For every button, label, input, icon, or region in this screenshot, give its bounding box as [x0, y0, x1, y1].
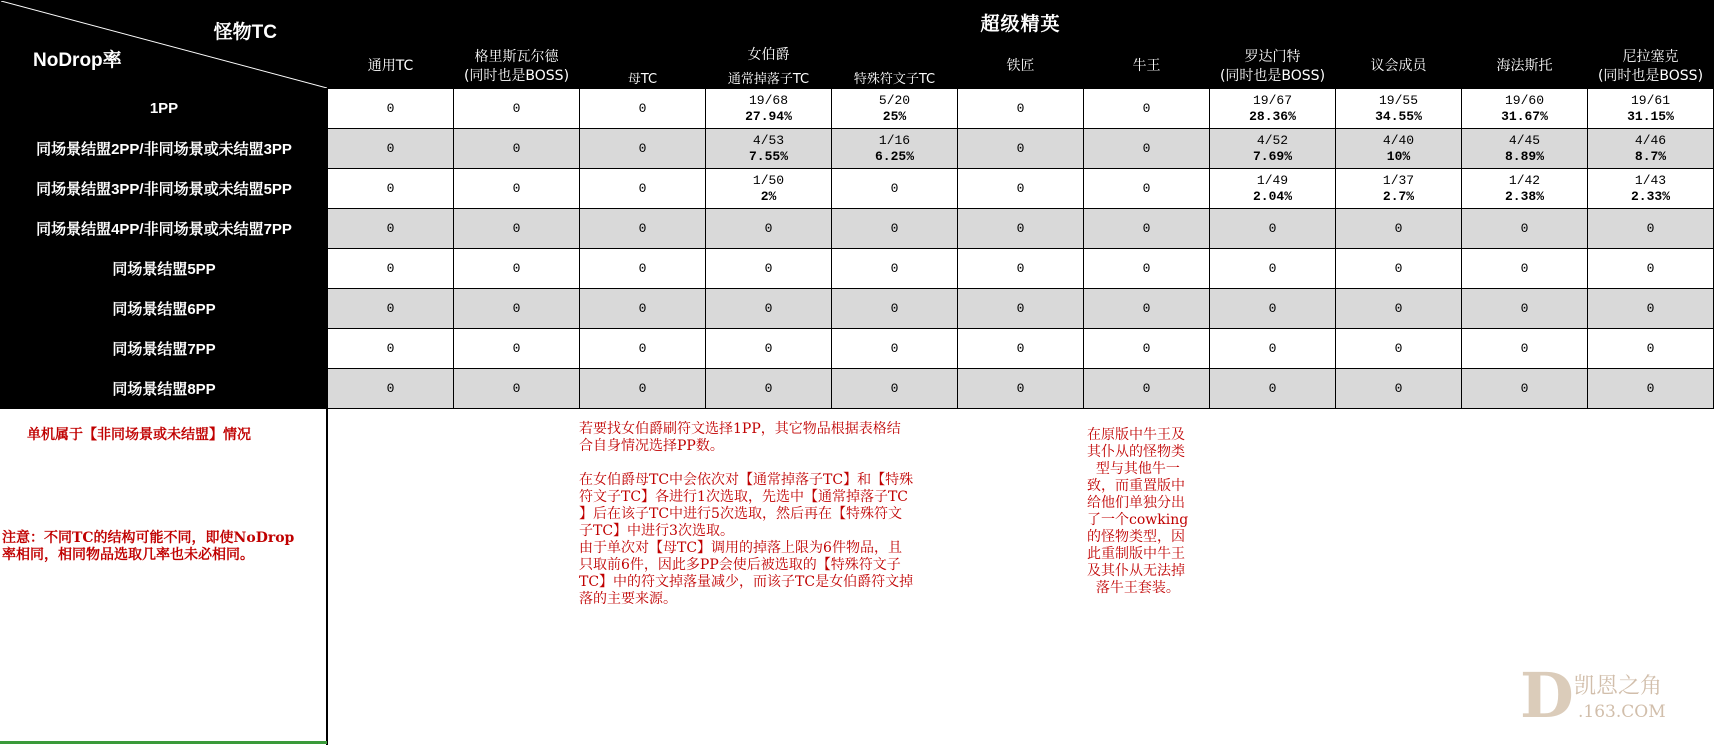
table-row [1, 209, 1714, 249]
col-header-countess: 女伯爵 [580, 45, 958, 67]
cell-value: 0 [638, 260, 647, 276]
table-cell [832, 169, 958, 209]
table-cell [1336, 209, 1462, 249]
table-cell [580, 89, 706, 129]
cell-value: 0 [890, 260, 899, 276]
cell-value: 0 [512, 100, 521, 116]
table-cell [832, 249, 958, 289]
cell-value: 0 [1520, 220, 1529, 236]
table-row [1, 329, 1714, 369]
table-cell [1084, 249, 1210, 289]
cell-value: 0 [1394, 260, 1403, 276]
cell-value: 1/16 [878, 132, 911, 148]
cell-value: 0 [386, 260, 395, 276]
cell-value: 0 [1016, 300, 1025, 316]
cell-value: 0 [386, 300, 395, 316]
table-cell [1336, 329, 1462, 369]
table-cell [1084, 89, 1210, 129]
table-cell [832, 329, 958, 369]
cell-value: 0 [1646, 380, 1655, 396]
table-cell [1084, 129, 1210, 169]
cell-value: 19/55 [1378, 92, 1418, 108]
cell-value: 19/60 [1504, 92, 1544, 108]
cell-percent: 2% [760, 188, 777, 204]
table-cell [580, 329, 706, 369]
table-cell [958, 129, 1084, 169]
table-cell [706, 289, 832, 329]
table-cell [1588, 369, 1714, 409]
col-header-generic: 通用TC [328, 45, 454, 89]
cell-value: 0 [1520, 260, 1529, 276]
row-label: 同场景结盟6PP [1, 289, 328, 329]
cell-value: 0 [512, 140, 521, 156]
cell-value: 0 [1016, 100, 1025, 116]
cell-percent: 2.38% [1504, 188, 1544, 204]
row-label: 同场景结盟2PP/非同场景或未结盟3PP [1, 129, 328, 169]
cell-value: 0 [1142, 140, 1151, 156]
table-cell [1462, 249, 1588, 289]
table-cell [832, 89, 958, 129]
cell-value: 1/43 [1634, 172, 1667, 188]
cell-value: 1/49 [1256, 172, 1289, 188]
cell-percent: 28.36% [1249, 108, 1296, 124]
table-cell [1336, 249, 1462, 289]
table-cell [958, 329, 1084, 369]
cell-value: 0 [1520, 340, 1529, 356]
table-cell [1210, 129, 1336, 169]
table-cell [1588, 289, 1714, 329]
cell-percent: 6.25% [874, 148, 914, 164]
cell-value: 0 [512, 380, 521, 396]
table-cell [1084, 209, 1210, 249]
table-cell [1084, 369, 1210, 409]
cell-value: 4/40 [1382, 132, 1415, 148]
table-cell [958, 169, 1084, 209]
subcol-header-rune-tc: 特殊符文子TC [832, 67, 958, 89]
cell-value: 0 [1142, 380, 1151, 396]
table-cell [706, 169, 832, 209]
watermark-letter: D [1520, 659, 1574, 732]
cell-value: 1/50 [752, 172, 785, 188]
table-cell [580, 289, 706, 329]
cell-value: 0 [638, 100, 647, 116]
table-row [1, 169, 1714, 209]
table-row [1, 89, 1714, 129]
cell-value: 0 [1394, 380, 1403, 396]
cell-value: 19/67 [1252, 92, 1292, 108]
row-label: 同场景结盟3PP/非同场景或未结盟5PP [1, 169, 328, 209]
note-warning: 注意：不同TC的结构可能不同，即使NoDrop 率相同，相同物品选取几率也未必相同。 [2, 530, 295, 563]
row-label: 1PP [1, 89, 328, 129]
corner-header [1, 1, 328, 89]
cell-value: 0 [386, 340, 395, 356]
table-cell [1462, 89, 1588, 129]
col-header-council: 议会成员 [1336, 45, 1462, 89]
cell-value: 0 [386, 220, 395, 236]
cell-value: 0 [890, 380, 899, 396]
cell-value: 0 [638, 220, 647, 236]
cell-value: 0 [1016, 180, 1025, 196]
cell-value: 0 [1016, 340, 1025, 356]
cell-value: 0 [638, 180, 647, 196]
cell-value: 4/45 [1508, 132, 1541, 148]
table-cell [1588, 329, 1714, 369]
table-cell [706, 89, 832, 129]
cell-value: 0 [764, 220, 773, 236]
table-row [1, 129, 1714, 169]
cell-value: 0 [638, 340, 647, 356]
cell-value: 0 [1142, 300, 1151, 316]
corner-bottom-label: NoDrop率 [33, 50, 122, 71]
cell-value: 0 [1394, 300, 1403, 316]
cell-percent: 10% [1386, 148, 1411, 164]
cell-value: 0 [1268, 340, 1277, 356]
cell-value: 0 [1268, 380, 1277, 396]
row-label: 同场景结盟7PP [1, 329, 328, 369]
cell-value: 0 [890, 300, 899, 316]
cell-value: 0 [1142, 260, 1151, 276]
table-cell [1210, 249, 1336, 289]
cell-value: 0 [1646, 340, 1655, 356]
table-cell [1336, 169, 1462, 209]
cell-percent: 31.67% [1501, 108, 1548, 124]
col-header-smith: 铁匠 [958, 45, 1084, 89]
cell-value: 0 [386, 100, 395, 116]
table-cell [958, 89, 1084, 129]
cell-value: 0 [1520, 300, 1529, 316]
table-cell [328, 289, 454, 329]
cell-value: 0 [1646, 300, 1655, 316]
table-cell [454, 329, 580, 369]
table-cell [1210, 89, 1336, 129]
table-cell [1336, 289, 1462, 329]
note-cow-king: 在原版中牛王及 其仆从的怪物类 型与其他牛一 致，而重置版中 给他们单独分出 了一个cowking 的怪物类型，因 此重制版中牛王 及其仆从无法掉 落牛王套装。 [1087, 427, 1189, 596]
table-cell [1210, 209, 1336, 249]
cell-value: 0 [512, 300, 521, 316]
table-cell [1588, 249, 1714, 289]
table-cell [454, 129, 580, 169]
cell-value: 1/42 [1508, 172, 1541, 188]
table-cell [454, 169, 580, 209]
table-cell [1084, 169, 1210, 209]
table-cell [706, 369, 832, 409]
cell-value: 0 [638, 140, 647, 156]
col-header-nihlathak: 尼拉塞克 (同时也是BOSS) [1588, 45, 1714, 89]
table-cell [1462, 209, 1588, 249]
cell-value: 0 [1520, 380, 1529, 396]
table-cell [1336, 89, 1462, 129]
table-cell [1588, 129, 1714, 169]
cell-percent: 7.69% [1252, 148, 1292, 164]
cell-value: 4/53 [752, 132, 785, 148]
table-cell [1210, 369, 1336, 409]
table-cell [1588, 209, 1714, 249]
cell-value: 19/61 [1630, 92, 1670, 108]
table-cell [454, 249, 580, 289]
table-row [1, 249, 1714, 289]
cell-percent: 8.7% [1634, 148, 1667, 164]
bottom-border-line [0, 741, 327, 744]
table-cell [1462, 369, 1588, 409]
table-cell [958, 249, 1084, 289]
table-cell [580, 129, 706, 169]
subcol-header-normal-drop-tc: 通常掉落子TC [706, 67, 832, 89]
cell-value: 0 [1394, 220, 1403, 236]
table-cell [1588, 89, 1714, 129]
table-cell [328, 89, 454, 129]
table-cell [580, 249, 706, 289]
group-title: 超级精英 [328, 1, 1714, 45]
cell-percent: 27.94% [745, 108, 792, 124]
cell-value: 0 [638, 300, 647, 316]
corner-top-label: 怪物TC [213, 22, 277, 43]
cell-value: 0 [890, 180, 899, 196]
table-cell [1210, 329, 1336, 369]
table-cell [706, 129, 832, 169]
table-cell [706, 249, 832, 289]
table-cell [1462, 169, 1588, 209]
cell-value: 0 [512, 340, 521, 356]
table-cell [1084, 329, 1210, 369]
cell-value: 4/46 [1634, 132, 1667, 148]
table-cell [1336, 129, 1462, 169]
cell-percent: 2.33% [1630, 188, 1670, 204]
table-cell [832, 209, 958, 249]
cell-percent: 2.04% [1252, 188, 1292, 204]
cell-value: 0 [638, 380, 647, 396]
cell-value: 0 [386, 380, 395, 396]
table-cell [1462, 329, 1588, 369]
table-cell [1084, 289, 1210, 329]
table-cell [1588, 169, 1714, 209]
table-cell [328, 329, 454, 369]
cell-value: 0 [1268, 220, 1277, 236]
table-cell [706, 329, 832, 369]
table-cell [328, 169, 454, 209]
table-cell [958, 289, 1084, 329]
table-cell [454, 89, 580, 129]
table-cell [580, 209, 706, 249]
table-cell [580, 169, 706, 209]
table-cell [328, 369, 454, 409]
cell-value: 0 [890, 220, 899, 236]
cell-value: 0 [512, 220, 521, 236]
table-cell [832, 369, 958, 409]
table-cell [328, 209, 454, 249]
table-cell [328, 249, 454, 289]
cell-value: 0 [1142, 220, 1151, 236]
cell-value: 0 [512, 180, 521, 196]
cell-value: 1/37 [1382, 172, 1415, 188]
table-cell [580, 369, 706, 409]
watermark-site: 凯恩之角 [1574, 674, 1663, 699]
cell-percent: 34.55% [1375, 108, 1422, 124]
cell-value: 0 [512, 260, 521, 276]
table-cell [328, 129, 454, 169]
cell-value: 0 [764, 340, 773, 356]
table-cell [454, 289, 580, 329]
cell-value: 0 [890, 340, 899, 356]
col-header-cow-king: 牛王 [1084, 45, 1210, 89]
cell-value: 0 [1268, 300, 1277, 316]
table-cell [832, 289, 958, 329]
table-cell [1336, 369, 1462, 409]
cell-value: 0 [1646, 260, 1655, 276]
row-label: 同场景结盟5PP [1, 249, 328, 289]
col-header-hephasto: 海法斯托 [1462, 45, 1588, 89]
watermark-domain: .163.COM [1578, 702, 1666, 722]
sheet-border-line [326, 407, 328, 745]
table-cell [1462, 289, 1588, 329]
cell-value: 0 [764, 260, 773, 276]
cell-value: 0 [1394, 340, 1403, 356]
row-label: 同场景结盟4PP/非同场景或未结盟7PP [1, 209, 328, 249]
cell-value: 5/20 [878, 92, 911, 108]
cell-value: 0 [1646, 220, 1655, 236]
cell-value: 0 [1016, 220, 1025, 236]
cell-percent: 8.89% [1504, 148, 1544, 164]
note-countess: 若要找女伯爵刷符文选择1PP，其它物品根据表格结 合自身情况选择PP数。 在女伯爵母TC中会依次对【通常掉落子TC】和【特殊 符文子TC】各进行1次选取，先选中【通常掉落子TC 】后在该子TC中进行5次选取，然后再在【特殊符文 子TC】中进行3次选取。 由于单次对【母TC】调用的掉落上限为6件物品，且 只取前6件，因此多PP会使后被选取的【特殊符文子 TC】中的符文掉落量减少，而该子TC是女伯爵符文掉 落的主要来源。 [579, 421, 914, 607]
cell-value: 19/68 [748, 92, 788, 108]
cell-value: 0 [764, 300, 773, 316]
row-label: 同场景结盟8PP [1, 369, 328, 409]
table-cell [832, 129, 958, 169]
cell-value: 0 [764, 380, 773, 396]
cell-percent: 7.55% [748, 148, 788, 164]
cell-percent: 25% [882, 108, 907, 124]
col-header-griswold: 格里斯瓦尔德 (同时也是BOSS) [454, 45, 580, 89]
table-cell [706, 209, 832, 249]
table-cell [454, 369, 580, 409]
table-row [1, 369, 1714, 409]
col-header-radament: 罗达门特 (同时也是BOSS) [1210, 45, 1336, 89]
note-single-player: 单机属于【非同场景或未结盟】情况 [27, 427, 251, 443]
watermark-logo [1518, 655, 1698, 735]
table-cell [958, 209, 1084, 249]
cell-value: 0 [1016, 380, 1025, 396]
table-cell [958, 369, 1084, 409]
table-cell [1462, 129, 1588, 169]
table-cell [1210, 169, 1336, 209]
cell-value: 0 [386, 180, 395, 196]
cell-value: 0 [1268, 260, 1277, 276]
cell-value: 0 [1142, 100, 1151, 116]
cell-percent: 31.15% [1627, 108, 1674, 124]
subcol-header-mother-tc: 母TC [580, 67, 706, 89]
cell-value: 0 [1016, 260, 1025, 276]
table-row [1, 289, 1714, 329]
cell-value: 0 [1142, 180, 1151, 196]
cell-value: 0 [1016, 140, 1025, 156]
cell-percent: 2.7% [1382, 188, 1415, 204]
table-cell [454, 209, 580, 249]
cell-value: 0 [1142, 340, 1151, 356]
cell-value: 0 [386, 140, 395, 156]
table-cell [1210, 289, 1336, 329]
cell-value: 4/52 [1256, 132, 1289, 148]
